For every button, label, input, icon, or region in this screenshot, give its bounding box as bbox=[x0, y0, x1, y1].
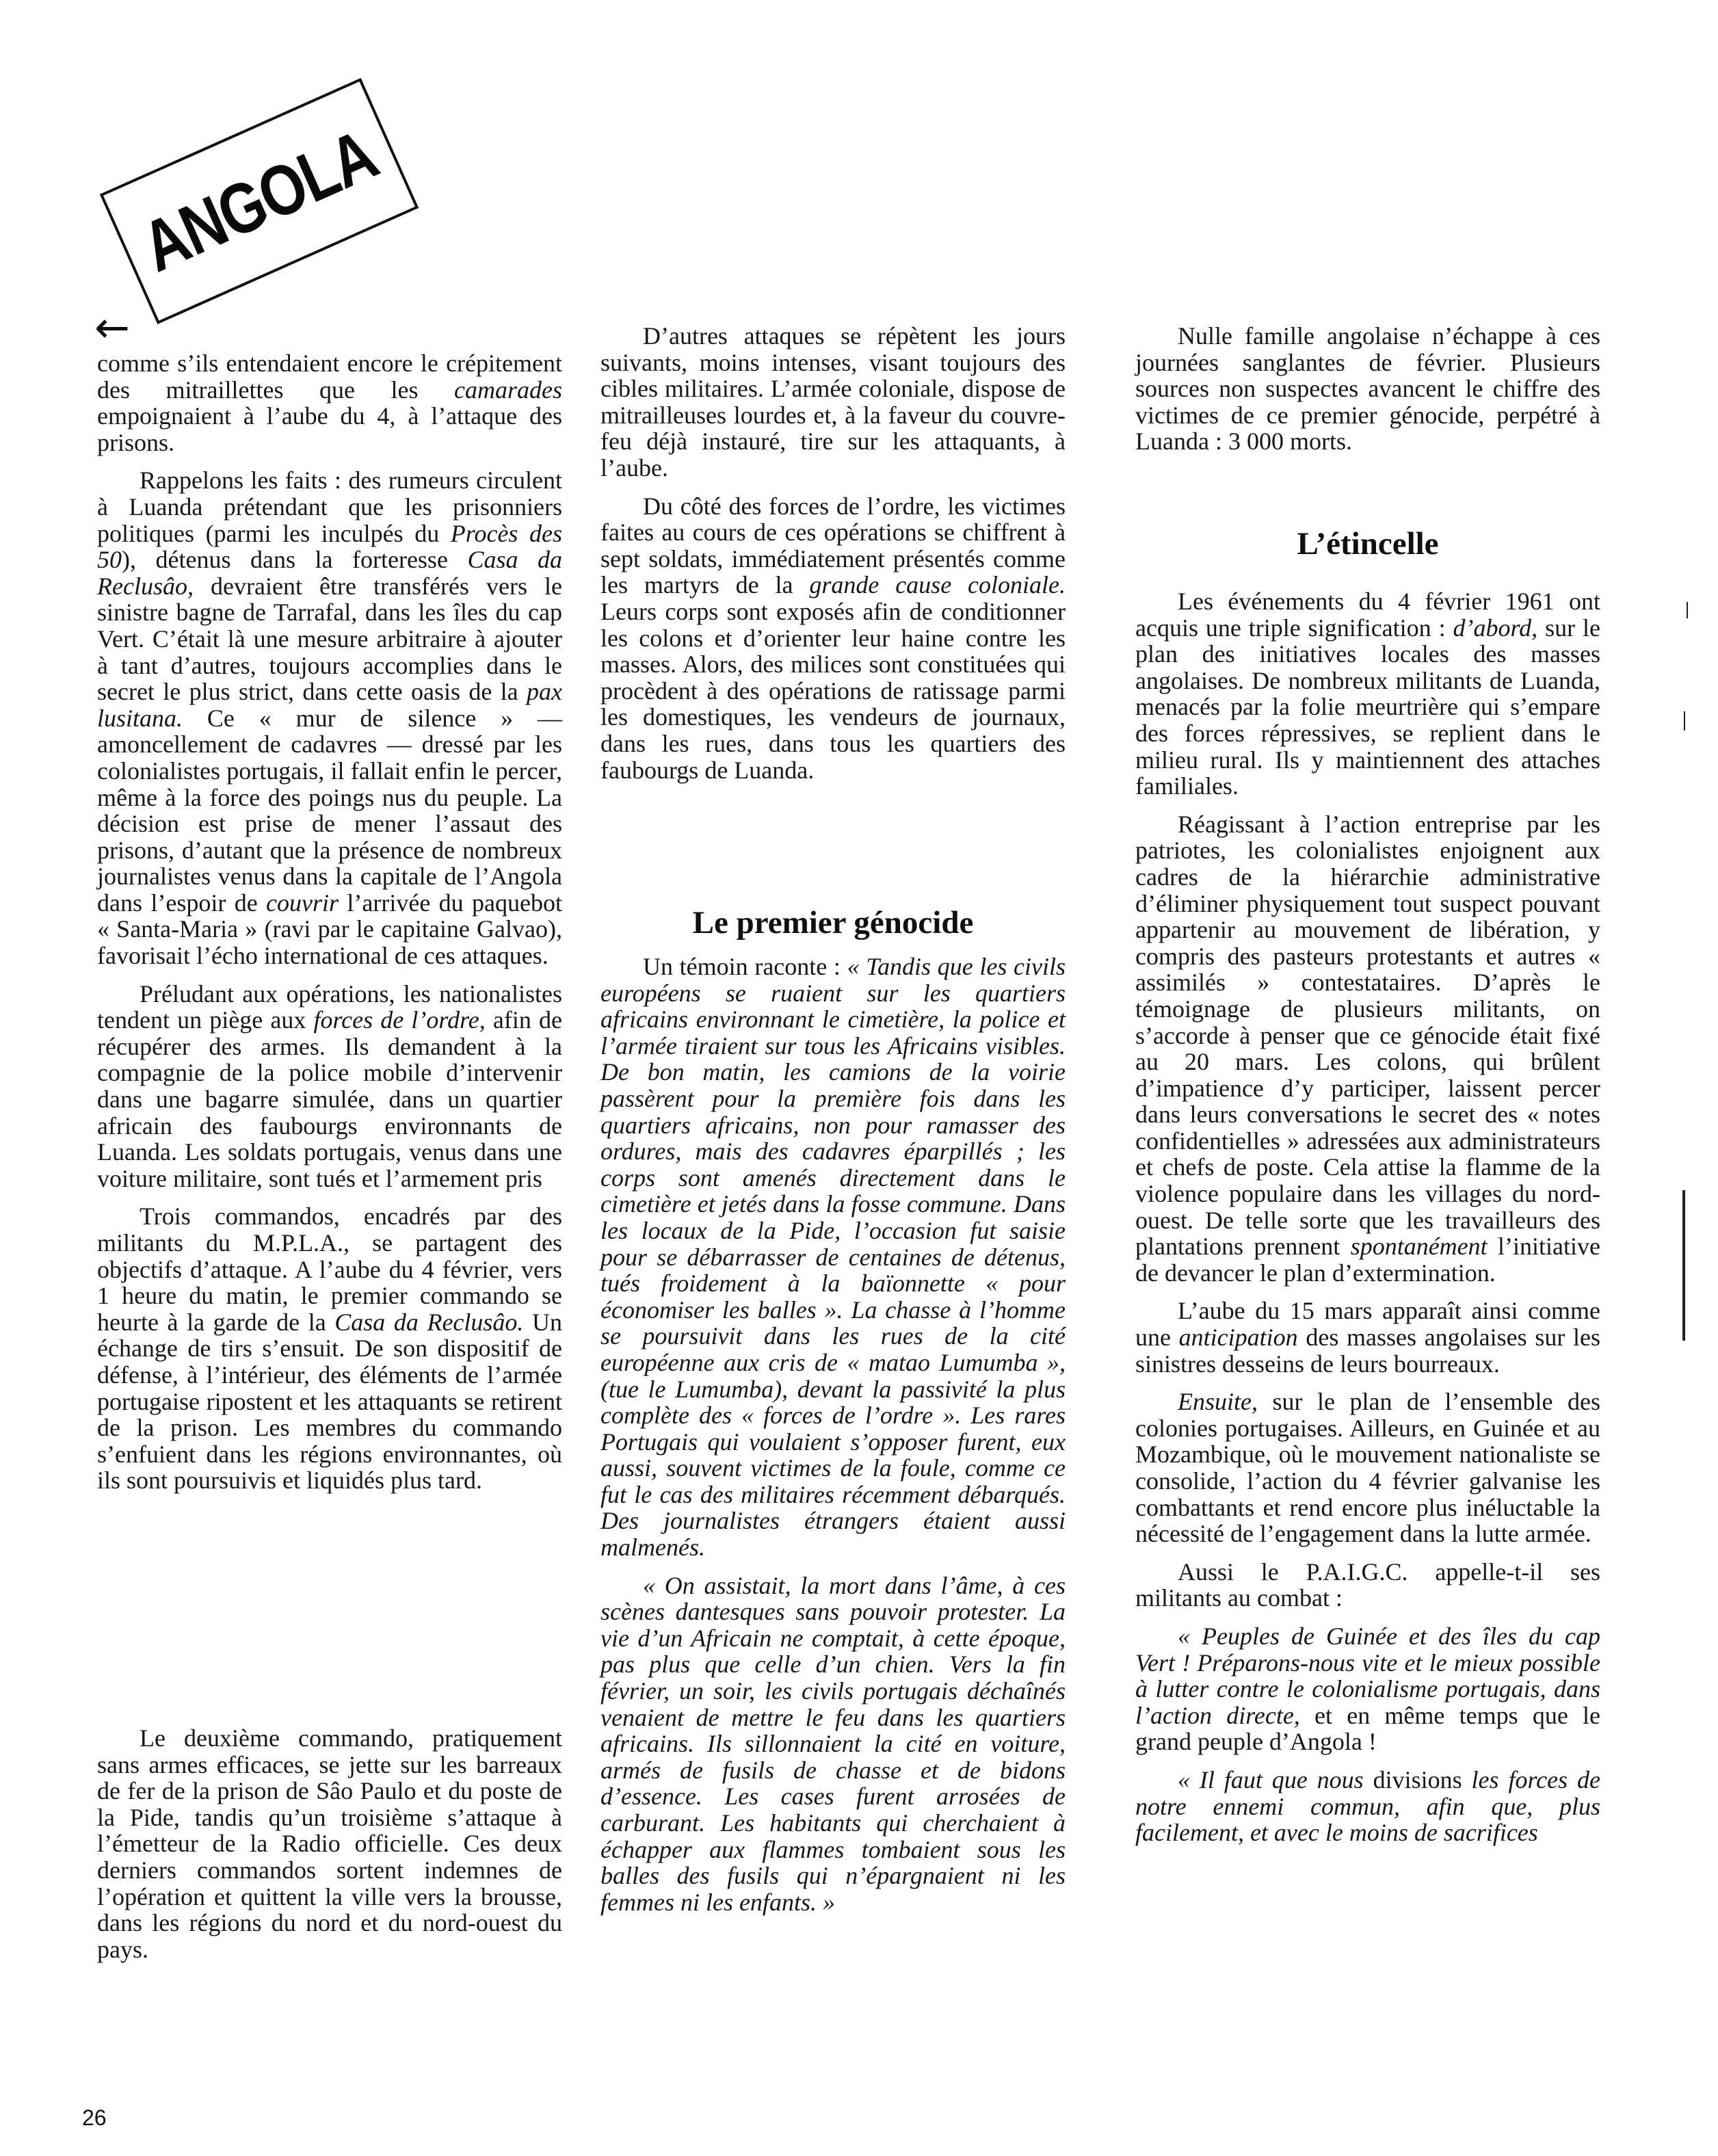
column-1 bbox=[97, 350, 562, 1506]
paragraph: Réagissant à l’action entreprise par les patriotes, les colonialistes enjoignent aux cadres de la hiérarchie administrative d’éliminer physiquement tout suspect pouvant appartenir au mouvement de libération, y compris des pasteurs protestants et autres « assimilés » contestataires. D’après le témoignage de plusieurs militants, on s’accorde à penser que ce génocide était fixé au 20 mars. Les colons, qui brûlent d’impatience d’y participer, laissent percer dans leurs conversations le secret des « notes confidentielles » adressées aux administrateurs et chefs de poste. Cela attise la flamme de la violence populaire dans les villages du nord-ouest. De telle sorte que les travailleurs des plantations prennent spontanément l’initiative de devancer le plan d’extermination. bbox=[1135, 810, 1600, 1287]
section-tag-box bbox=[100, 78, 419, 324]
paragraph: Un témoin raconte : « Tandis que les civils européens se ruaient sur les quartiers africains environnant le cimetière, la police et l’armée tiraient sur tous les Africains visibles. De bon matin, les camions de la voirie passèrent pour la première fois dans les quartiers africains, non pour ramasser des ordures, mais des cadavres éparpillés ; les corps sont amenés directement dans le cimetière et jetés dans la fosse commune. Dans les locaux de la Pide, l’occasion fut saisie pour se débarrasser de centaines de détenus, tués froidement à la baïonnette « pour économiser les balles ». La chasse à l’homme se poursuivit dans les rues de la cité européenne aux cris de « matao Lumumba », (tue le Lumumba), devant la passivité la plus complète des « forces de l’ordre ». Les rares Portugais qui voulaient s’opposer furent, eux aussi, souvent victimes de la foule, comme ce fut le cas des militaires récemment débarqués. Des journalistes étrangers étaient aussi malmenés. bbox=[600, 953, 1066, 1562]
paragraph: L’aube du 15 mars apparaît ainsi comme une anticipation des masses angolaises sur les sinistres desseins de leurs bourreaux. bbox=[1135, 1297, 1600, 1378]
margin-mark bbox=[1684, 711, 1685, 731]
section-heading: L’étincelle bbox=[1297, 526, 1439, 562]
paragraph: « Il faut que nous divisions les forces de notre ennemi commun, afin que, plus facilement, et avec le moins de sacrifices bbox=[1135, 1765, 1600, 1847]
paragraph: D’autres attaques se répètent les jours suivants, moins intenses, visant toujours des cibles militaires. L’armée coloniale, dispose de mitrailleuses lourdes et, à la faveur du couvre-feu déjà instauré, tire sur les attaquants, à l’aube. bbox=[600, 322, 1066, 482]
paragraph: Le deuxième commando, pratiquement sans armes efficaces, se jette sur les barreaux de fer de la prison de Sâo Paulo et du poste de la Pide, tandis qu’un troisième s’attaque à l’émetteur de la Radio officielle. Ces deux derniers commandos sortent indemnes de l’opération et quittent la ville vers la brousse, dans les régions du nord et du nord-ouest du pays. bbox=[97, 1724, 562, 1963]
column-3 bbox=[1135, 323, 1600, 466]
page-number: 26 bbox=[82, 2105, 107, 2130]
section-tag-label: ANGOLA bbox=[130, 114, 388, 287]
column-3-section bbox=[1135, 527, 1600, 1858]
paragraph: Du côté des forces de l’ordre, les victimes faites au cours de ces opérations se chiffrent à sept soldats, immédiatement présentés comme les martyrs de la grande cause coloniale. Leurs corps sont exposés afin de conditionner les colons et d’orienter leur haine contre les masses. Alors, des milices sont constituées qui procèdent à des opérations de ratissage parmi les domestiques, les vendeurs de journaux, dans les rues, dans tous les quartiers des faubourgs de Luanda. bbox=[600, 492, 1066, 784]
column-2-section bbox=[600, 906, 1066, 1927]
paragraph: Nulle famille angolaise n’échappe à ces journées sanglantes de février. Plusieurs sources non suspectes avancent le chiffre des victimes de ce premier génocide, perpétré à Luanda : 3 000 morts. bbox=[1135, 322, 1600, 456]
column-2 bbox=[600, 323, 1066, 795]
paragraph: Les événements du 4 février 1961 ont acquis une triple signification : d’abord, sur le plan des initiatives locales des masses angolaises. De nombreux militants de Luanda, menacés par la folie meurtrière qui s’empare des forces répressives, se replient dans le milieu rural. Ils y maintiennent des attaches familiales. bbox=[1135, 588, 1600, 800]
paragraph: Rappelons les faits : des rumeurs circulent à Luanda prétendant que les prisonniers politiques (parmi les inculpés du Procès des 50), détenus dans la forteresse Casa da Reclusâo, devraient être transférés vers le sinistre bagne de Tarrafal, dans les îles du cap Vert. C’était là une mesure arbitraire à ajouter à tant d’autres, toujours accomplies dans le secret le plus strict, dans cette oasis de la pax lusitana. Ce « mur de silence » — amoncellement de cadavres — dressé par les colonialistes portugais, il fallait enfin le percer, même à la force des poings nus du peuple. La décision est prise de mener l’assaut des prisons, d’autant que la présence de nombreux journalistes venus dans la capitale de l’Angola dans l’espoir de couvrir l’arrivée du paquebot « Santa-Maria » (ravi par le capitaine Galvao), favorisait l’écho international de ces attaques. bbox=[97, 466, 562, 970]
paragraph: « On assistait, la mort dans l’âme, à ces scènes dantesques sans pouvoir protester. La vie d’un Africain ne comptait, à cette époque, pas plus que celle d’un chien. Vers la fin février, un soir, les civils portugais déchaînés venaient de mettre le feu dans les quartiers africains. Ils sillonnaient la cité en voiture, armés de fusils de chasse et de bidons d’essence. Les cases furent arrosées de carburant. Les habitants qui cherchaient à échapper aux flammes tombaient sous les balles des fusils qui n’épargnaient ni les femmes ni les enfants. » bbox=[600, 1571, 1066, 1916]
paragraph: Préludant aux opérations, les nationalistes tendent un piège aux forces de l’ordre, afin de récupérer des armes. Ils demandent à la compagnie de la police mobile d’intervenir dans une bagarre simulée, dans un quartier africain des faubourgs environnants de Luanda. Les soldats portugais, venus dans une voiture militaire, sont tués et l’armement pris bbox=[97, 980, 562, 1192]
column-1-continued bbox=[97, 1725, 562, 1974]
arrow-left-icon: ← bbox=[94, 302, 130, 352]
margin-mark bbox=[1682, 1190, 1685, 1341]
section-heading: Le premier génocide bbox=[692, 905, 974, 941]
paragraph: « Peuples de Guinée et des îles du cap Vert ! Préparons-nous vite et le mieux possible à lutter contre le colonialisme portugais, dans l’action directe, et en même temps que le grand peuple d’Angola ! bbox=[1135, 1622, 1600, 1756]
paragraph: comme s’ils entendaient encore le crépitement des mitraillettes que les camarades empoignaient à l’aube du 4, à l’attaque des prisons. bbox=[97, 350, 562, 456]
paragraph: Trois commandos, encadrés par des militants du M.P.L.A., se partagent des objectifs d’attaque. A l’aube du 4 février, vers 1 heure du matin, le premier commando se heurte à la garde de la Casa da Reclusâo. Un échange de tirs s’ensuit. De son dispositif de défense, à l’intérieur, des éléments de l’armée portugaise ripostent et les attaquants se retirent de la prison. Les membres du commando s’enfuient dans les régions environnantes, où ils sont poursuivis et liquidés plus tard. bbox=[97, 1202, 562, 1495]
margin-mark bbox=[1687, 602, 1688, 618]
paragraph: Aussi le P.A.I.G.C. appelle-t-il ses militants au combat : bbox=[1135, 1557, 1600, 1612]
paragraph: Ensuite, sur le plan de l’ensemble des colonies portugaises. Ailleurs, en Guinée et au Mozambique, où le mouvement nationaliste se consolide, l’action du 4 février galvanise les combattants et rend encore plus inéluctable la nécessité de l’engagement dans la lutte armée. bbox=[1135, 1388, 1600, 1548]
